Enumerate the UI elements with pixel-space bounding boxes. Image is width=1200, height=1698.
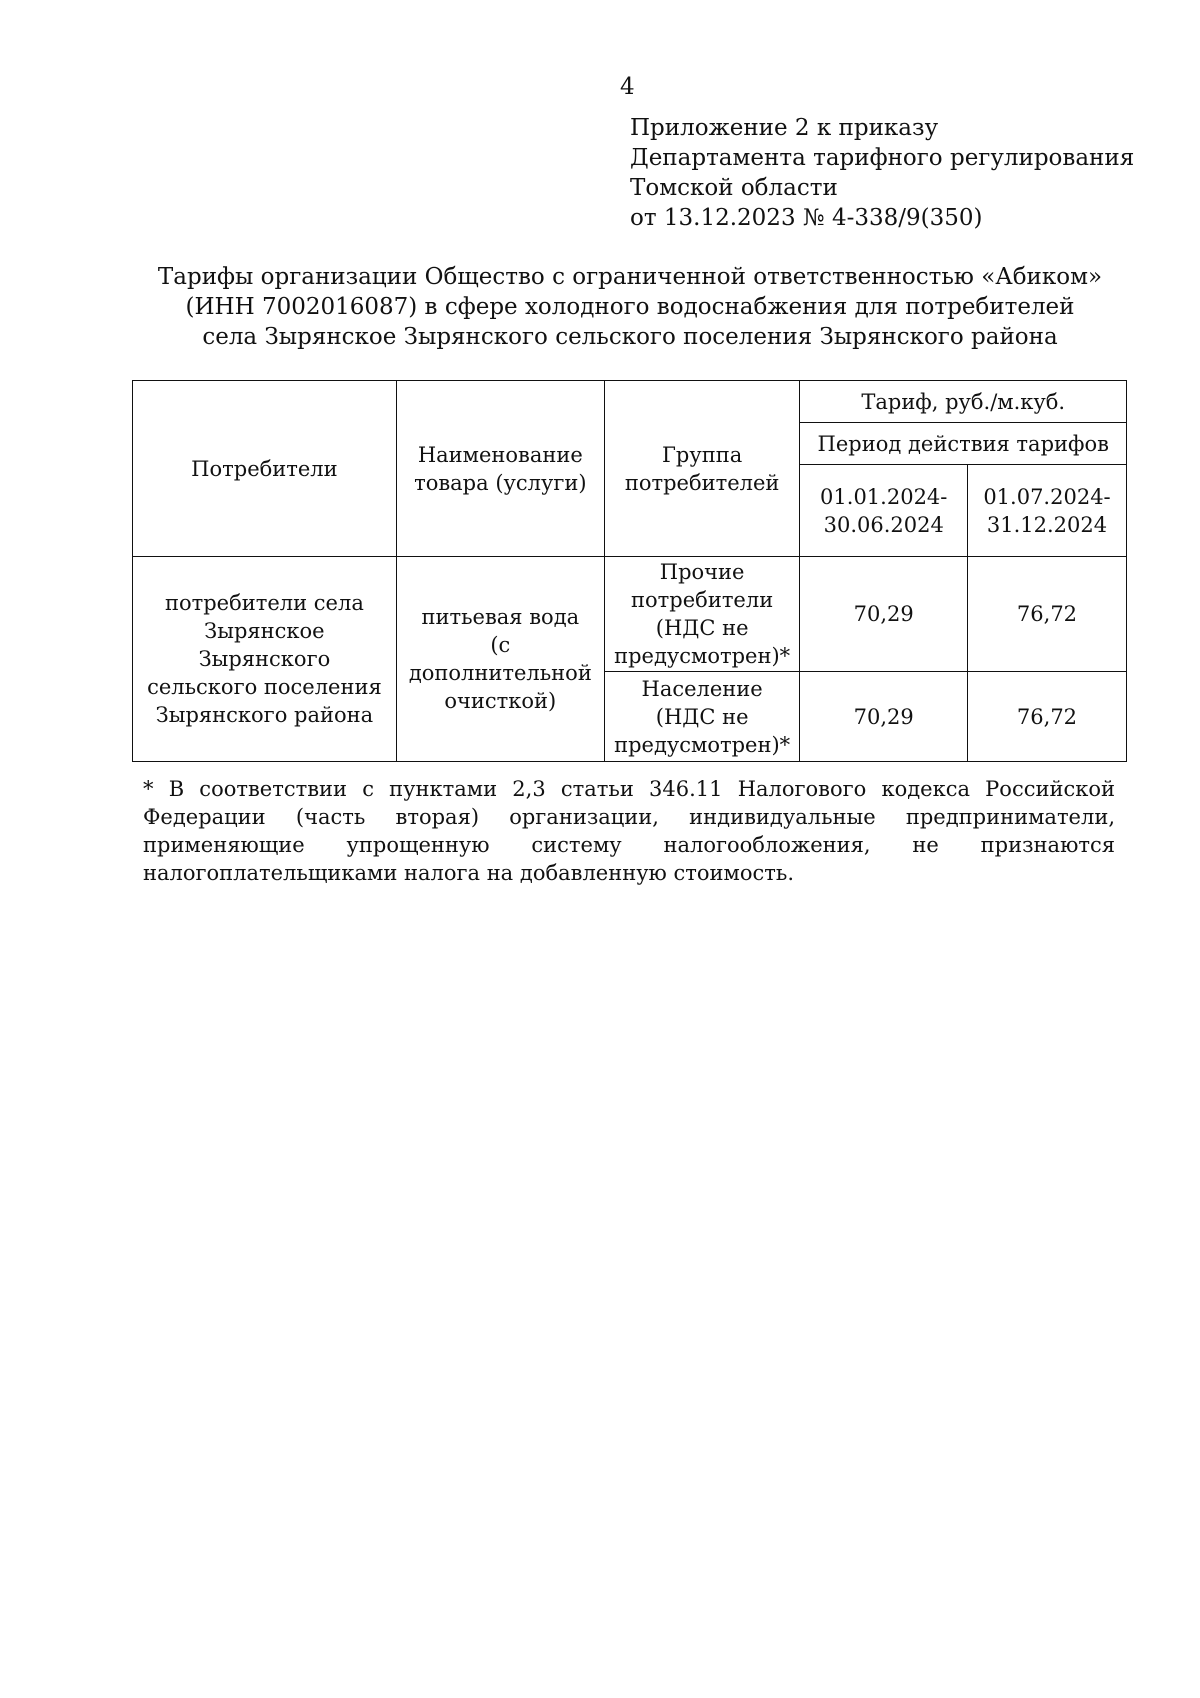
appendix-line: Томской области [630,175,838,201]
title-line: села Зырянское Зырянского сельского поселения Зырянского района [202,324,1058,350]
header-group: Группа потребителей [604,381,800,557]
appendix-line: Приложение 2 к приказу [630,115,939,141]
tariff-cell: 76,72 [967,672,1126,762]
group-cell: Прочие потребители (НДС не предусмотрен)* [604,557,800,672]
consumers-cell: потребители села Зырянское Зырянского сельского поселения Зырянского района [133,557,397,762]
appendix-line: Департамента тарифного регулирования [630,145,1135,171]
appendix-line: от 13.12.2023 № 4-338/9(350) [630,205,983,231]
header-tariff: Тариф, руб./м.куб. [800,381,1127,423]
group-cell: Население (НДС не предусмотрен)* [604,672,800,762]
tariff-cell: 70,29 [800,557,968,672]
header-consumers: Потребители [133,381,397,557]
header-period-1: 01.01.2024- 30.06.2024 [800,465,968,557]
footnote: * В соответствии с пунктами 2,3 статьи 346.11 Налогового кодекса Российской Федерации (часть вторая) организации, индивидуальные предприниматели, применяющие упрощенную систему налогообложения, не признаются налогоплательщиками налога на добавленную стоимость. [143,777,1115,885]
header-period-2: 01.07.2024- 31.12.2024 [967,465,1126,557]
document-title [130,262,1130,352]
tariff-cell: 70,29 [800,672,968,762]
tariff-table [132,380,1127,762]
header-period: Период действия тарифов [800,423,1127,465]
title-line: (ИНН 7002016087) в сфере холодного водоснабжения для потребителей [185,294,1075,320]
appendix-block [630,113,1134,233]
product-cell: питьевая вода (с дополнительной очисткой) [396,557,604,762]
page-number: 4 [620,74,635,100]
tariff-cell: 76,72 [967,557,1126,672]
header-product: Наименование товара (услуги) [396,381,604,557]
title-line: Тарифы организации Общество с ограниченной ответственностью «Абиком» [157,264,1103,290]
table-row [133,557,1127,672]
